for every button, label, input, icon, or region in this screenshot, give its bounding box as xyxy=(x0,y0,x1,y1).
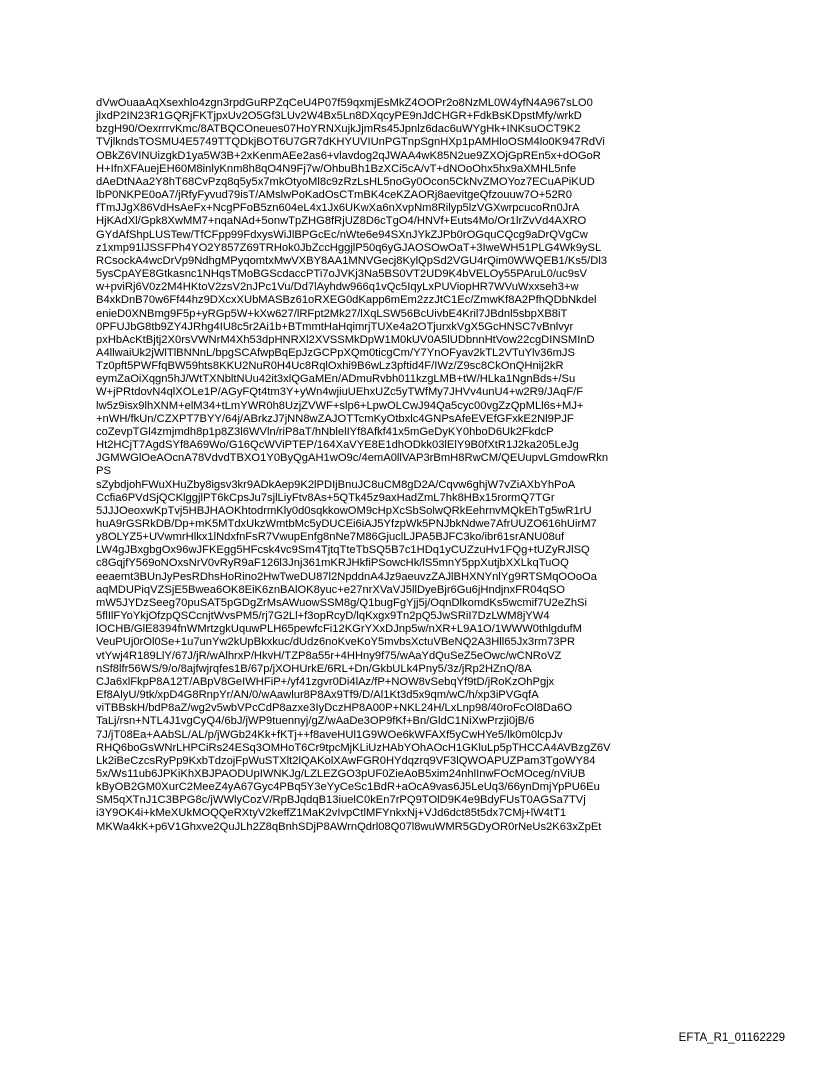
text-line: LW4gJBxgbgOx96wJFKEgg5HFcsk4vc9Sm4TjtqTteTbSQ5B7c1HDq1yCUZzuHv1FQg+tUZyRJlSQ xyxy=(96,544,590,557)
text-line: TVjlkndsTOSMU4E5749TTQDkjBOT6U7GR7dKHYUVIUnPGTnpSgnHXp1pAMHloOSM4lo0K947RdVi xyxy=(96,136,605,149)
text-line: GYdAfShpLUSTew/TfCFpp99FdxysWiJlBPGcEc/nWte6e94SXnJYkZJPb0rOGquCQcg9aDrQVgCw xyxy=(96,228,588,241)
text-line: lbP0NKPE0oA7/jRfyFyvud79isT/AMslwPoKadOsCTmBK4ceKZAORj8aevitgeQfzouuw7O+52R0 xyxy=(96,189,572,202)
text-line: kByOB2GM0XurC2MeeZ4yA67Gyc4PBq5Y3eYyCeSc1BdR+aOcA9vas6J5LeUq3/66ynDmjYpPU6Eu xyxy=(96,781,600,794)
text-line: B4xkDnB70w6Ff44hz9DXcxXUbMASBz61oRXEG0dKapp6mEm2zzJtC1Ec/ZmwKf8A2PfhQDbNkdel xyxy=(96,294,597,307)
text-line: VeuPUj0rOl0Se+1u7unYw2kUpBkxkuc/dUdz6noKveKoY5mvbsXctuVBeNQ2A3Hll65Jx3rm73PR xyxy=(96,636,576,649)
text-line: MKWa4kK+p6V1Ghxve2QuJLh2Z8qBnhSDjP8AWrnQdrl08Q07l8wuWMR5GDyOR0rNeUs2K63xZpEt xyxy=(96,820,602,833)
text-line: fTmJJgX86VdHsAeFx+NcgPFoB5zn604eL4x1Jx6UKwXa6nXvpNm8Rilyp5lzVGXwrpcucoRn0JrA xyxy=(96,202,580,215)
text-line: coZevpTGl4zmjmdh8p1p8Z3l6WVln/riP8aT/hNblelIYf8Afkf41x5mGeDyKY0hboD6Uk2FkdcP xyxy=(96,425,554,438)
text-line: A4llwaiUk2jWlTlBNNnL/bpgSCAfwpBqEpJzGCPpXQm0ticgCm/Y7YnOFyav2kTL2VTuYlv36mJS xyxy=(96,346,575,359)
text-line: 0PFUJbG8tb9ZY4JRhg4IU8c5r2Ai1b+BTmmtHaHqimrjTUXe4a2OTjurxkVgX5GcHNSC7vBnlvyr xyxy=(96,320,574,333)
text-line: CJa6xlFkpP8A12T/ABpV8GeIWHFiP+/yf41zgvr0Di4lAz/fP+NOW8vSebqYf9tD/jRoKzOhPgjx xyxy=(96,675,555,688)
text-line: HjKAdXl/Gpk8XwMM7+nqaNAd+5onwTpZHG8fRjUZ8D6cTgO4/HNVf+Euts4Mo/Or1lrZvVd4AXRO xyxy=(96,215,587,228)
text-line: z1xmp91lJSSFPh4YO2Y857Z69TRHok0JbZccHggjlP50q6yGJAOSOwOaT+3IweWH51PLG4Wk9ySL xyxy=(96,241,602,254)
text-line: y8OLYZ5+UVwmrHlkx1lNdxfnFsR7VwupEnfg8nNe7M86GjuclLJPA5BJFC3ko/ibr61srANU08uf xyxy=(96,531,565,544)
text-line: Ef8AlyU/9tk/xpD4G8RnpYr/AN/0/wAawlur8P8Ax9Tf9/D/Al1Kt3d5x9qm/wC/h/xp3iPVGqfA xyxy=(96,689,539,702)
text-line: Ccfia6PVdSjQCKlggjlPT6kCpsJu7sjlLiyFtv8As+5QTk45z9axHadZmL7hk8HBx15rormQ7TGr xyxy=(96,491,555,504)
text-line: dAeDtNAa2Y8hT68CvPzq8q5y5x7mkOtyoMl8c9zRzLsHL5noGy0Ocon5CkNvZMOYoz7ECuAPiKUD xyxy=(96,175,595,188)
text-line: nSf8lfr56WS/9/o/8ajfwjrqfes1B/67p/jXOHUrkE/6RL+Dn/GkbULk4Pny5/3z/jRp2HZnQ/8A xyxy=(96,662,532,675)
text-line: bzgH90/OexrrrvKmc/8ATBQCOneues07HoYRNXujkJjmRs45Jpnlz6dac6uWYgHk+INKsuOCT9K2 xyxy=(96,123,581,136)
text-line: aqMDUPiqVZSjE5Bwea6OK8EiK6znBAlOK8yuc+e27nrXVaVJ5llDyeBjr6Gu6jHndjnxFR04qSO xyxy=(96,583,565,596)
text-line: eymZaOiXqgn5hJ/WtTXNbltNUu42it3xlQGaMEn/ADmuRvbh011kzgLMB+tW/HLka1NgnBds+/Su xyxy=(96,373,576,386)
text-line: enieD0XNBmg9F5p+yRGp5W+kXw627/lRFpt2Mk27/lXqLSW56BcUivbE4Kril7JBdnl5sbpXB8iT xyxy=(96,307,568,320)
text-line: w+pviRj6V0z2M4HKtoV2zsV2nJPc1Vu/Dd7lAyhdw966q1vQc5IqyLxPUViopHR7WVuWxxseh3+w xyxy=(96,281,579,294)
text-line: 7J/jT08Ea+AAbSL/AL/p/jWGb24Kk+fKTj++f8aveHUl1G9WOe6kWFAXf5yCwHYe5/lk0m0lcpJv xyxy=(96,728,563,741)
text-line: Ht2HCjT7AgdSYf8A69Wo/G16QcWViPTEP/164XaVYE8E1dhODkk03lElY9B0fXtR1J2ka205LeJg xyxy=(96,439,579,452)
text-line: huA9rGSRkDB/Dp+mK5MTdxUkzWmtbMc5yDUCEi6iAJ5YfzpWk5PNJbkNdwe7AfrUUZO616hUirM7 xyxy=(96,518,597,530)
text-line: viTBBskH/bdP8aZ/wg2v5wbVPcCdP8azxe3IyDczHP8A00P+NKL24H/LxLnp98/40roFcOl8Da6O xyxy=(96,702,573,715)
text-line: W+jPRtdovN4qlXOLe1P/AGyFQt4tm3Y+yWn4wjiuUEhxUZc5yTWfMy7JHVv4unU4+w2R9/JAqF/F xyxy=(96,386,584,399)
text-line: JGMWGlOeAOcnA78VdvdTBXO1Y0ByQgAH1wO9c/4emA0llVAP3rBmH8RwCM/QEUupvLGmdowRkn xyxy=(96,452,609,465)
text-line: 5ysCpAYE8Gtkasnc1NHqsTMoBGScdaccPTi7oJVKj3Na5BS0VT2UD9K4bVELOy55PAruL0/uc9sV xyxy=(96,268,588,281)
text-line: lOCHB/GlE8394fnWMrtzgkUquwPLH65pewfcFi12KGrYXxDJnp5w/nXR+L9A1O/1WWW0thlgdufM xyxy=(96,623,582,636)
text-line: lw5z9isx9lhXNM+elM34+tLmYWR0h8UzjZVWF+slp6+LpwOLCwJ94Qa5cyc00vgZzQpMLl6s+MJ+ xyxy=(96,399,584,412)
text-line: PS xyxy=(96,465,111,478)
text-line: OBkZ6VINUizgkD1ya5W3B+2xKenmAEe2as6+vlavdog2qJWAA4wK85N2ue9ZXOjGpREn5x+dOGoR xyxy=(96,149,601,162)
text-line: mW5JYDzSeeg70puSAT5pGDgZrMsAWuowSSM8g/Q1bugFgYjj5j/OqnDlkomdKs5wcmif7U2eZhSi xyxy=(96,596,587,609)
text-line: sZybdjohFWuXHuZby8igsv3kr9ADkAep9K2lPDIjBnuJC8uCM8gD2A/Cqvw6ghjW7vZiAXbYhPoA xyxy=(96,478,576,491)
text-line: vtYwj4R189LlY/67J/jR/wAlhrxP/HkvH/TZP8a55r+4HHny9f75/wAaYdQuSeZ5eOwc/wCNRoVZ xyxy=(96,649,562,662)
text-line: H+IfnXFAuejEH60M8inlyKnm8h8qO4N9Fj7w/OhbuBh1BzXCi5cA/vT+dNOoOhx5hx9aXMHL5nfe xyxy=(96,162,577,175)
text-line: dVwOuaaAqXsexhlo4zgn3rpdGuRPZqCeU4P07f59qxmjEsMkZ4OOPr2o8NzML0W4yfN4A967sLO0 xyxy=(96,97,593,109)
text-line: TaLj/rsn+NTL4J1vgCyQ4/6bJ/jWP9tuennyj/gZ/wAaDe3OP9fKf+Bn/GldC1NiXwPrzji0jB/6 xyxy=(96,715,535,728)
text-line: 5x/Ws11ub6JPKiKhXBJPAODUpIWNKJg/LZLEZGO3pUF0ZieAoB5xim24nhlInwFOcMOceg/nViUB xyxy=(96,767,586,780)
text-line: Tz0pft5PWFfqBW59hts8KKU2NuR0H4Uc8RqlOxhi9B6wLz3pftid4F/IWz/Z9sc8CkOnQHnij2kR xyxy=(96,360,564,373)
bates-number: EFTA_R1_01162229 xyxy=(678,1032,785,1044)
text-line: +nWH/fkUn/CZXPT7BYY/64j/ABrkzJ7jNN8wZAJOTTcmKyOtbxlc4GNPsAfeEVEfGFxkE2Nl9PJF xyxy=(96,412,574,425)
text-line: pxHbAcKtBjtj2X0rsVWNrM4Xh53dpHNRXl2XVSSMkDpW1M0kUV0A5lUDbnnHtVow22cgDINSMInD xyxy=(96,333,595,346)
text-line: c8GqjfY569oNOxsNrV0vRyR9aF126l3Jnj361mKRJHkfiPSowcHk/lS5mnY5ppXutjbXXLkqTuOQ xyxy=(96,557,569,570)
text-line: eeaemt3BUnJyPesRDhsHoRino2HwTweDU87l2NpddnA4Jz9aeuvzZAJlBHXNYnlYg9RTSMqOOoOa xyxy=(96,570,597,583)
text-line: SM5qXTnJ1C3BPG8c/jWWlyCozV/RpBJqdqB13iuelC0kEn7rPQ9TOlD9K4e9BdyFUsT0AGSa7TVj xyxy=(96,794,586,807)
text-line: RCsockA4wcDrVp9NdhgMPyqomtxMwVXBY8AA1MNVGecj8KylQpSd2VGU4rQim0WWQEB1/Ks5/Dl3 xyxy=(96,254,608,267)
text-line: i3Y9OK4i+kMeXUkMOQQeRXtyV2keffZ1MaK2vIvpCtlMFYnkxNj+VJd6dct85t5dx7CMj+lW4tT1 xyxy=(96,807,567,820)
encoded-text-block xyxy=(96,97,736,834)
text-line: Lk2iBeCzcsRyPp9KxbTdzojFpWuSTXlt2lQAKolXAwFGR0HYdqzrq9VF3lQWOAPUZPam3TgoWY84 xyxy=(96,754,596,767)
text-line: jlxdP2IN23R1GQRjFKTjpxUv2O5Gf3LUv2W4Bx5Ln8DXqcyPE9nJdCHGR+FdkBsKDpstMfy/wrkD xyxy=(96,110,582,123)
text-line: 5flIlFYoYkjOfzpQSCcnjtWvsPM5/rj7G2Ll+f3opRcyD/lqKxgx9Tn2pQ5JwSRiI7DzLWM8jYW4 xyxy=(96,610,550,623)
text-line: RHQ6boGsWNrLHPCiRs24ESq3OMHoT6Cr9tpcMjKLiUzHAbYOhAOcH1GKluLp5pTHCCA4AVBzgZ6V xyxy=(96,741,611,754)
text-line: 5JJJOeoxwKpTvj5HBJHAOKhtodrmKly0d0sqkkowOM9cHpXcSbSolwQRkEehrnvMQkEhTg5wR1rU xyxy=(96,504,592,517)
